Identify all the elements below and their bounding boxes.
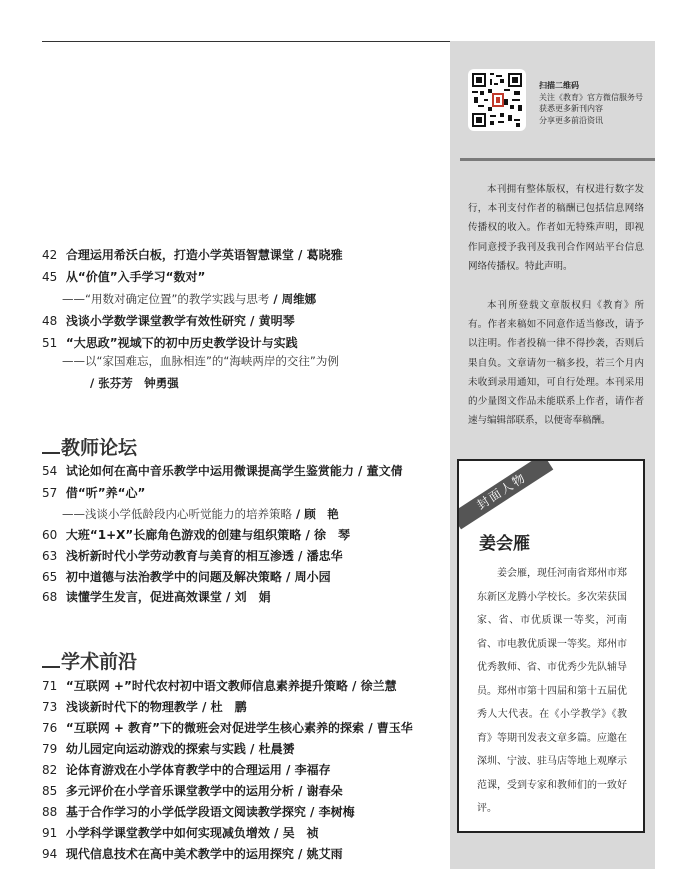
article-title: 合理运用希沃白板，打造小学英语智慧课堂	[65, 248, 294, 262]
article-title: “互联网 + 教育”下的微班会对促进学生核心素养的探索	[65, 721, 365, 735]
page-number: 71	[42, 679, 58, 693]
toc-subtitle: ——浅谈小学低龄段内心听觉能力的培养策略 / 顾 艳	[62, 507, 339, 521]
article-author: 谢春朵	[306, 784, 343, 798]
page-number: 73	[42, 700, 58, 714]
toc-subtitle	[62, 354, 339, 369]
article-title: 从“价值”入手学习“数对”	[65, 270, 206, 284]
page-number: 88	[42, 805, 58, 819]
page-number: 85	[42, 784, 58, 798]
article-title: 初中道德与法治教学中的问题及解决策略	[65, 570, 282, 584]
article-title: 现代信息技术在高中美术教学中的运用探究	[65, 847, 294, 861]
article-subtitle: ——以“家国难忘，血脉相连”的“海峡两岸的交往”为例	[62, 354, 339, 368]
scan-line: 关注《教育》官方微信服务号	[539, 92, 643, 102]
scan-title: 扫描二维码	[539, 81, 579, 90]
toc-entry[interactable]: 60 大班“1+X”长廊角色游戏的创建与组织策略 / 徐 琴	[42, 528, 351, 542]
page-number: 91	[42, 826, 58, 840]
article-author: 葛晓雅	[306, 248, 343, 262]
article-author: 李福存	[294, 763, 331, 777]
article-subtitle: ——浅谈小学低龄段内心听觉能力的培养策略	[62, 507, 292, 521]
toc-entry[interactable]: 65 初中道德与法治教学中的问题及解决策略 / 周小园	[42, 570, 331, 584]
toc-entry[interactable]: 71 “互联网 +”时代农村初中语文教师信息素养提升策略 / 徐兰慧	[42, 679, 397, 693]
toc-entry[interactable]: 73 浅谈新时代下的物理教学 / 杜 鹏	[42, 700, 247, 714]
page-number: 68	[42, 590, 58, 604]
article-author: 周小园	[294, 570, 331, 584]
article-author: 曹玉华	[376, 721, 413, 735]
page-number: 57	[42, 486, 58, 500]
article-author: 周维娜	[281, 292, 317, 306]
article-author: 徐 琴	[314, 528, 351, 542]
article-title: “互联网 +”时代农村初中语文教师信息素养提升策略	[65, 679, 348, 693]
page-number: 60	[42, 528, 58, 542]
article-author: 张芬芳 钟勇强	[98, 376, 179, 390]
article-title: 浅析新时代小学劳动教育与美育的相互渗透	[65, 549, 294, 563]
toc-entry[interactable]: 82 论体育游戏在小学体育教学中的合理运用 / 李福存	[42, 763, 331, 777]
article-title: 基于合作学习的小学低学段语文阅读教学探究	[65, 805, 306, 819]
toc-entry[interactable]	[42, 336, 298, 351]
toc-entry[interactable]: 94 现代信息技术在高中美术教学中的运用探究 / 姚艾雨	[42, 847, 343, 861]
page-number: 54	[42, 464, 58, 478]
scan-line: 分享更多前沿资讯	[539, 115, 603, 125]
toc-entry[interactable]: 88 基于合作学习的小学低学段语文阅读教学探究 / 李树梅	[42, 805, 355, 819]
scan-line: 获悉更多新刊内容	[539, 104, 603, 113]
article-title: 浅谈小学数学课堂教学有效性研究	[65, 314, 246, 328]
cover-person-ribbon: 封面人物	[457, 459, 553, 529]
article-title: 读懂学生发言，促进高效课堂	[65, 590, 222, 604]
article-author: 黄明琴	[258, 314, 295, 328]
article-author: 顾 艳	[304, 507, 339, 521]
article-title: 小学科学课堂教学中如何实现减负增效	[65, 826, 270, 840]
article-title: “大思政”视域下的初中历史教学设计与实践	[65, 336, 298, 350]
article-title: 试论如何在高中音乐教学中运用微课提高学生鉴赏能力	[65, 464, 354, 478]
article-author: 李树梅	[318, 805, 355, 819]
page-number: 76	[42, 721, 58, 735]
page-number: 51	[42, 336, 58, 350]
section-heading-academic-frontier: 学术前沿	[42, 651, 137, 673]
article-author: 刘 娟	[234, 590, 271, 604]
toc-entry[interactable]: 54 试论如何在高中音乐教学中运用微课提高学生鉴赏能力 / 董文倩	[42, 464, 403, 478]
cover-person-name: 姜会雁	[479, 534, 530, 554]
qr-code-card[interactable]	[468, 69, 526, 131]
page-number: 82	[42, 763, 58, 777]
article-title: 多元评价在小学音乐课堂教学中的运用分析	[65, 784, 294, 798]
article-author: 徐兰慧	[360, 679, 397, 693]
article-subtitle: ——“用数对确定位置”的教学实践与思考	[62, 292, 270, 306]
toc-entry[interactable]	[42, 270, 205, 285]
top-rule	[42, 41, 450, 42]
page-number: 94	[42, 847, 58, 861]
toc-entry[interactable]: 79 幼儿园定向运动游戏的探索与实践 / 杜晨赟	[42, 742, 295, 756]
article-title: 借“听”养“心”	[65, 486, 146, 500]
toc-entry[interactable]: 91 小学科学课堂教学中如何实现减负增效 / 吴 祯	[42, 826, 319, 840]
toc-entry[interactable]: 68 读懂学生发言，促进高效课堂 / 刘 娟	[42, 590, 271, 604]
article-author: 潘忠华	[306, 549, 343, 563]
panel-divider	[460, 158, 655, 161]
article-author: 吴 祯	[282, 826, 319, 840]
page-number: 63	[42, 549, 58, 563]
page-number: 79	[42, 742, 58, 756]
qr-code-icon	[472, 73, 522, 127]
article-title: 大班“1+X”长廊角色游戏的创建与组织策略	[65, 528, 302, 542]
cover-person-box	[457, 459, 645, 833]
article-author: 杜 鹏	[210, 700, 247, 714]
page-number: 65	[42, 570, 58, 584]
copyright-notice: 本刊拥有整体版权，有权进行数字发行，本刊支付作者的稿酬已包括信息网络传播权的收入。作者如无特殊声明，即视作同意授予我刊及我刊合作网站平台信息网络传播权。特此声明。	[468, 184, 644, 272]
toc-entry[interactable]: 42 合理运用希沃白板，打造小学英语智慧课堂 / 葛晓雅	[42, 248, 343, 262]
cover-person-bio: 姜会雁，现任河南省郑州市郑东新区龙腾小学校长。多次荣获国家、省、市优质课一等奖，河南省、市电教优质课一等奖。郑州市优秀教师、省、市优秀少先队辅导员。郑州市第十四届和第十五届优秀人大代表。在《小学教学》《教育》等期刊发表文章多篇。应邀在深圳、宁波、驻马店等地上观摩示范课，受到专家和教师们的一致好评。	[477, 568, 627, 814]
page-number: 48	[42, 314, 58, 328]
article-author: 姚艾雨	[306, 847, 343, 861]
article-author: 杜晨赟	[258, 742, 295, 756]
page-number: 42	[42, 248, 58, 262]
submission-notice: 本刊所登载文章版权归《教育》所有。作者来稿如不同意作适当修改，请予以注明。作者投稿一律不得抄袭，否则后果自负。文章请勿一稿多投，若三个月内未收到录用通知，可自行处理。本刊采用的少量图文作品未能联系上作者，请作者速与编辑部联系，以便寄奉稿酬。	[468, 300, 644, 427]
article-author: 董文倩	[366, 464, 403, 478]
article-title: 论体育游戏在小学体育教学中的合理运用	[65, 763, 282, 777]
section-heading-teacher-forum: 教师论坛	[42, 437, 137, 459]
toc-entry[interactable]: 85 多元评价在小学音乐课堂教学中的运用分析 / 谢春朵	[42, 784, 343, 798]
article-title: 幼儿园定向运动游戏的探索与实践	[65, 742, 246, 756]
toc-entry[interactable]	[42, 486, 145, 501]
toc-subtitle: ——“用数对确定位置”的教学实践与思考 / 周维娜	[62, 292, 317, 306]
article-title: 浅谈新时代下的物理教学	[65, 700, 198, 714]
scan-qr-text	[539, 80, 643, 126]
toc-entry[interactable]: 76 “互联网 + 教育”下的微班会对促进学生核心素养的探索 / 曹玉华	[42, 721, 413, 735]
toc-entry[interactable]: 63 浅析新时代小学劳动教育与美育的相互渗透 / 潘忠华	[42, 549, 343, 563]
page-number: 45	[42, 270, 58, 284]
toc-subtitle-author: / 张芬芳 钟勇强	[90, 376, 179, 390]
toc-entry[interactable]: 48 浅谈小学数学课堂教学有效性研究 / 黄明琴	[42, 314, 295, 328]
